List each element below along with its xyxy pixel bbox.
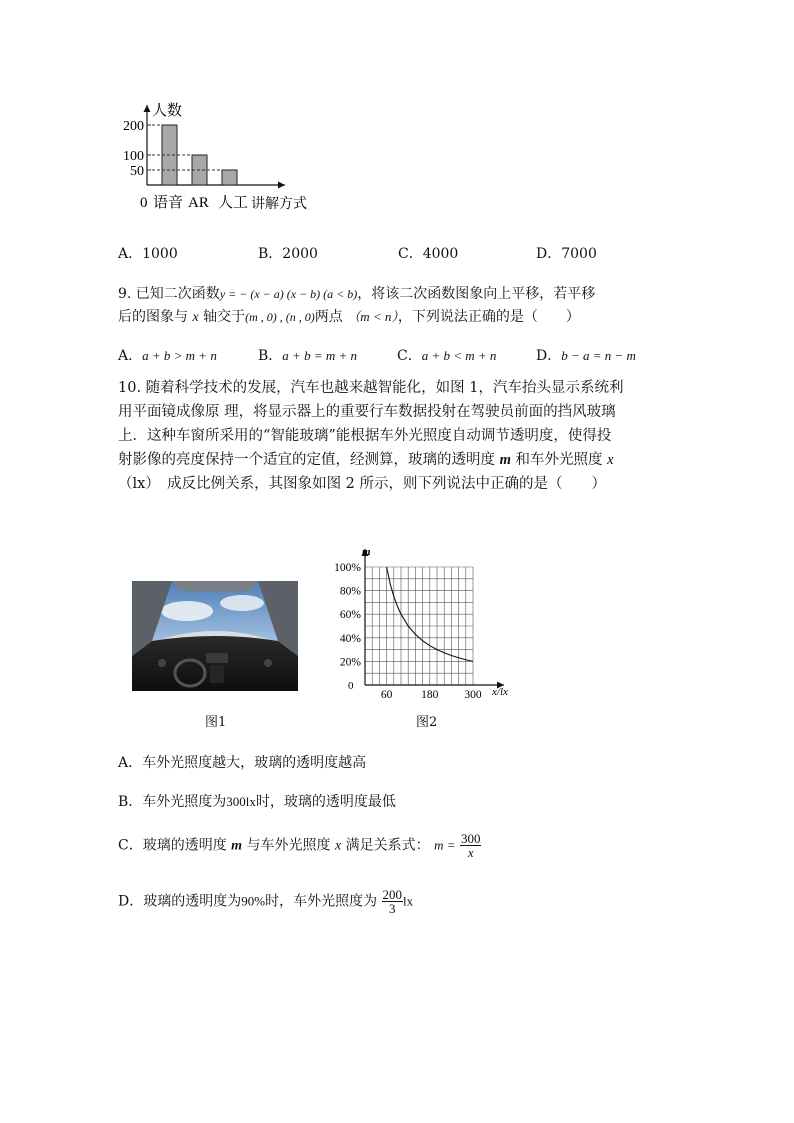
q9-intro: 9. 已知二次函数 — [118, 286, 220, 302]
chart2-xlabel: x/lx — [492, 686, 508, 698]
q8-option-c: C．4000 — [398, 246, 459, 262]
q8-option-a: A．1000 — [118, 246, 178, 262]
chart2-ytick-label: 60% — [339, 609, 361, 622]
figure-1-caption: 图1 — [205, 715, 227, 730]
q10-stem — [118, 376, 678, 496]
bar-chart-ytick-label: 50 — [130, 164, 144, 179]
bar-chart-category-label: AR — [188, 195, 209, 211]
q10-option-c-fraction: $\frac{300}{x}$ — [460, 831, 481, 860]
bar-chart-ytick-label: 100 — [123, 149, 144, 164]
q9-line-1 — [118, 283, 595, 303]
q9-line2-pre: 后的图象与 — [118, 309, 188, 325]
bar-chart-category-label: 人工 — [218, 195, 249, 211]
bar-chart-ylabel: 人数 — [152, 103, 183, 119]
bar-chart — [123, 95, 330, 220]
bar-3 — [222, 170, 237, 185]
car-interior-photo — [132, 581, 298, 691]
q9-line2-post: ，下列说法正确的是（ ） — [397, 309, 580, 325]
q9-line1-post: ，将该二次函数图象向上平移，若平移 — [357, 286, 596, 302]
chart2-origin-label: 0 — [348, 680, 354, 692]
chart2-ylabel: m — [362, 546, 371, 558]
chart2-ytick-label: 40% — [339, 632, 361, 645]
chart2-ytick-label: 100% — [334, 562, 361, 574]
figure-2-caption: 图2 — [416, 715, 438, 730]
inverse-proportion-chart — [318, 543, 518, 703]
q9-line2-mid: 轴交于 — [203, 309, 246, 325]
q10-line-5: （lx） 成反比例关系，其图象如图 2 所示，则下列说法中正确的是（ ） — [118, 476, 607, 492]
q9-line-2 — [118, 306, 580, 326]
q10-option-d: D．玻璃的透明度为90%时，车外光照度为 $\frac{200}{3}$ lx — [118, 887, 414, 916]
chart2-ytick-label: 80% — [339, 585, 361, 598]
chart2-ytick-label: 20% — [339, 656, 361, 669]
q9-points: (m , 0) , (n , 0) — [245, 310, 315, 324]
q10-option-c: C．玻璃的透明度 m 与车外光照度 x 满足关系式： m = $\frac{300}{x}$ — [118, 831, 481, 860]
bar-chart-xlabel: 讲解方式 — [251, 197, 307, 212]
chart2-xtick-label: 60 — [380, 689, 393, 701]
q8-option-b: B．2000 — [258, 246, 318, 262]
q10-option-d-fraction: $\frac{200}{3}$ — [382, 887, 403, 916]
bar-chart-category-label: 语音 — [153, 195, 184, 211]
q9-option-c: C．a + b < m + n — [397, 348, 497, 364]
chart2-xtick-label: 300 — [464, 689, 482, 701]
q9-option-d: D．b − a = n − m — [536, 348, 636, 364]
q10-option-b: B．车外光照度为300lx时，玻璃的透明度最低 — [118, 794, 396, 810]
q8-option-d: D．7000 — [536, 246, 597, 262]
bar-chart-ytick-label: 200 — [123, 119, 144, 134]
chart2-xtick-label: 180 — [421, 689, 439, 701]
q9-line2-mid2: 两点 — [314, 309, 343, 325]
q10-line-4: 射影像的亮度保持一个适宜的定值，经测算，玻璃的透明度 m 和车外光照度 x — [118, 452, 614, 468]
q10-option-a: A．车外光照度越大，玻璃的透明度越高 — [118, 755, 367, 771]
bar-chart-origin-label: 0 — [140, 195, 148, 211]
q10-line-3: 上．这种车窗所采用的“智能玻璃”能根据车外光照度自动调节透明度，使得投 — [118, 428, 612, 444]
q9-var-x: x — [192, 310, 199, 325]
q10-line-2: 用平面镜成像原 理，将显示器上的重要行车数据投射在驾驶员前面的挡风玻璃 — [118, 404, 616, 420]
q10-line-1: 10. 随着科学技术的发展，汽车也越来越智能化，如图 1，汽车抬头显示系统利 — [118, 380, 624, 396]
q9-condition: （m < n） — [347, 309, 398, 324]
q9-option-a: A．a + b > m + n — [118, 348, 217, 364]
q9-option-b: B．a + b = m + n — [258, 348, 358, 364]
q9-function: y = − (x − a) (x − b) (a < b) — [219, 287, 358, 301]
